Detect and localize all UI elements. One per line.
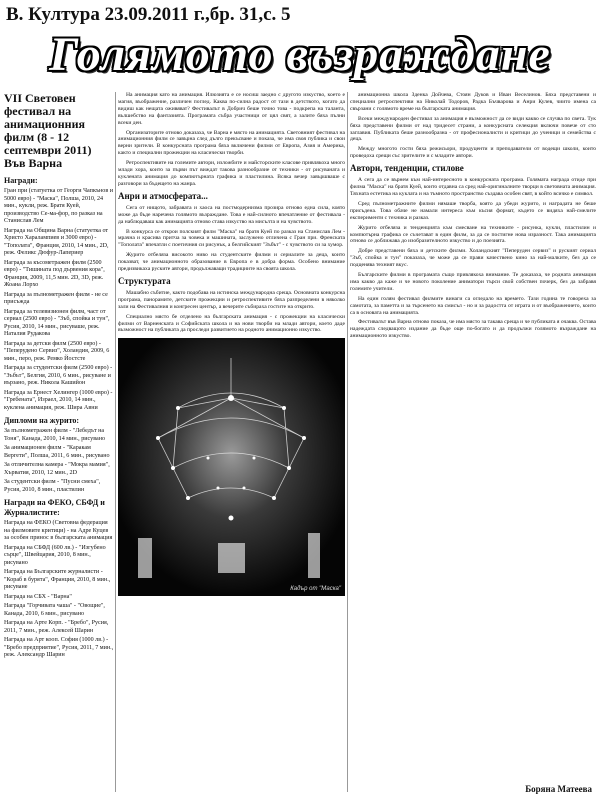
newspaper-header: В. Култура 23.09.2011 г.,бр. 31,с. 5: [6, 4, 291, 25]
award-item: Гран при (статуетка от Георги Чапкънов и 5000 евро) - "Маска", Полша, 2010, 24 мин., кукли, реж. Братя Куей, производство Се-ма-фор, по разказ на Станислав Лем: [4, 188, 114, 224]
body-paragraph: Между многото гости бяха режисьори, продуценти и преподаватели от водещи школи, които проведоха срещи със зрителите и с младите автори.: [350, 146, 596, 160]
body-paragraph: В конкурса се открои полският филм "Маска" на братя Куей по разказ на Станислав Лем - мрачна и красива притча за човека и машината, заслужено отличена с Гран при. Френската "Тополата" впечатли с поетичния си рисунък, а белгийският "Зъбът" - с чувството си за хумор.: [118, 228, 345, 249]
award-item: Награда за късометражен филм (2500 евро) - "Тишината под дървения кора", Франция, 2009, 11,5 мин. 2D, 3D, реж. Жоана Лорхо: [4, 259, 105, 288]
other-award-item: Награда на СБХ - "Варна": [4, 593, 72, 600]
body-paragraph: Фестивалът във Варна отново показа, че има място за такава среща и че публиката я очаква. Остава надеждата следващото издание да бъде още по-богато и да продължи голямото възраждане на анимационното изкуство.: [350, 319, 596, 340]
diploma-item: За отличителна камера - "Мокра мамия", Хърватия, 2010, 12 мин., 2D: [4, 462, 110, 476]
award-item: Награда за телевизионен филм, част от сериал (2500 евро) - "Зъб, спойка и тун", Русия, 2010, 14 мин., рисуваше, реж. Наталия Рудакова: [4, 308, 110, 337]
body-paragraph: На анимация като на анимация. Илюзията е се носиш заедно с другото изкуство, което е магия, въображение, различен поглед. Каква по-силна радост от тази в детството, когато да видиш как нещата оживяват? Фестивалът в Добрич беше точно това - подкрепа на таланта, вълшебство на фантазията. Програмата събра участници от цял свят, а залите бяха пълни всеки ден.: [118, 92, 345, 126]
column-divider: [115, 92, 116, 792]
column-divider: [347, 92, 348, 792]
other-award-item: Награда на СБФД (600 лв.) - "Изгубено сърце", Швейцария, 2010, 8 мин., рисувано: [4, 544, 106, 566]
award-item: Награда за студентски филм (2500 евро) - "Зъбът", Белгия, 2010, 6 мин., рисуване и вързано, реж. Никола Кашийон: [4, 365, 113, 386]
body-paragraph: Журито отбеляза високото ниво на студентските филми и сериалите за деца, които показват, че анимационното образование в Европа е в добра форма. Особено внимание предизвикаха руските автори, продължаващи традициите на своята школа.: [118, 252, 345, 273]
body-paragraph: анимационна школа Зденка Дойчева, Стоян Дуков и Иван Веселинов. Бяха представени и специални ретроспективи на Николай Тодоров, Радка Бъчварова и Анри Кулев, чиито имена са свързани с голямото време на българската анимация.: [350, 92, 596, 112]
body-paragraph: Машабно събитие, както подобава на истинска международна среща. Основната конкурсна програма, панорамите, детските прожекции и ретроспективите бяха разпределени в няколко зали на Фестивалния и конгресен център, а вечерите събираха гостите на открито.: [118, 289, 345, 310]
jury-heading: Дипломи на журито:: [4, 416, 80, 425]
other-awards-heading: Награди на ФЕКО, СБФД и Журналистите:: [4, 498, 105, 517]
award-item: Награда за Ернест Хелингер (1000 евро) - "Гребената", Израел, 2010, 14 мин., куклена анимация, реж. Шира Авни: [4, 389, 113, 411]
middle-column: [118, 92, 345, 797]
body-paragraph: Сега от нищото, забравата и хаоса на постмодернизма прозира отново една сила, която може да бъде наречена голямото възраждане. Това е най-силното впечатление от фестивала - да наблюдаваш как анимацията отново става изкуство на мисълта и на чувството.: [118, 204, 345, 225]
body-paragraph: Всеки международен фестивал за анимация е възможност да се види какво се случва по света. Тук бяха представени филми от над тридесет страни, а конкурсната селекция включи повече от сто заглавия. Публиката беше разнообразна - от професионалисти и критици до ученици и семейства с деца.: [350, 115, 596, 143]
chandelier-image: [118, 338, 345, 596]
diploma-item: За студентски филм - "Пусни смеха", Русия, 2010, 8 мин., пластилин: [4, 479, 101, 493]
body-paragraph: Организаторите отново доказаха, че Варна е място на анимацията. Световният фестивал на анимационния филм се завърна след дълго прекъсване и показа, че има своя публика и свои верни зрители. В конкурсната програма бяха включени филми от Европа, Азия и Америка, както и специални прожекции на класически творби.: [118, 129, 345, 157]
body-paragraph: Журито отбеляза и тенденцията към смесване на техниките - рисунка, кукли, пластилин и компютърна графика се съчетават в един филм, за да се постигне нова изразност. Така анимацията отново се доближава до изобразителното изкуство и до поезията.: [350, 224, 596, 245]
author-byline: Боряна Матеева: [525, 784, 592, 794]
section-heading: Структурата: [118, 275, 171, 286]
awards-heading: Награди:: [4, 176, 38, 185]
body-paragraph: А сега да се върнем към най-интересното в конкурсната програма. Голямата награда отиде при филма "Маска" на братя Куей, които отдавна са сред най-оригиналните творци в световната анимация. Тяхната естетика на куклата и на тъмното пространство създава особен свят, в който всичко е символ.: [350, 177, 596, 197]
body-paragraph: Специално място бе отделено на българската анимация - с прожекции на класически филми от Варненската и Софийската школа и на нови творби на млади автори, което даде възможност на публиката да проследи развитието на родното анимационно изкуство.: [118, 313, 345, 334]
award-item: Награда на Община Варна (статуетка от Христо Харалампиев и 3000 евро) - "Тополата", Франция, 2010, 14 мин., 2D, реж. Феликс Дюфур-Лапериер: [4, 227, 109, 256]
right-column: [350, 92, 596, 797]
body-paragraph: Ретроспективите на големите автори, изложбите и майсторските класове привлякоха много млади хора, които за първи път виждат такова разнообразие от техники - от рисуваната и куклената анимация до компютърната графика и пластилина. Всяка вечер завършваше с разговори за бъдещето на жанра.: [118, 160, 345, 187]
section-heading: Автори, тенденции, стилове: [350, 163, 464, 174]
diploma-item: За анимационен филм - "Каракам Вергети", Полша, 2011, 6 мин., рисувано: [4, 445, 110, 459]
body-paragraph: Българските филми в програмата също привлякоха внимание. Те доказаха, че родната анимация има какво да каже и че новото поколение аниматори търси свой собствен почерк, без да забравя големите учители.: [350, 272, 596, 292]
body-paragraph: Сред пълнометражните филми нямаше творба, която да убеди журито, и наградата не беше присъдена. Това обаче не намали интереса към късия формат, където се видяха най-смелите експерименти с техника и разказ.: [350, 200, 596, 221]
film-still-photo: [118, 338, 345, 596]
award-item: Награда за детски филм (2500 евро) - "Пеперудено Сервиз", Холандия, 2009, 6 мин., перо, реж. Ремко Йостсте: [4, 340, 110, 362]
other-award-item: Награда на ФЕКО (Световна федерация на филмовите критици) - на Адре Куцев за особен принос в българската анимация: [4, 520, 113, 541]
other-award-item: Награда на Арт кооп. София (1000 лв.) - "Бребо предприятие", Русия, 2011, 7 мин., реж. Александр Шарин: [4, 637, 114, 658]
award-item: Награда за пълнометражен филм - не се присъжда: [4, 291, 108, 305]
photo-caption: Кадър от "Маска": [290, 586, 341, 593]
other-award-item: Награда на Арте Корп. - "Бребо", Русия, 2011, 7 мин., реж. Алексей Шарин: [4, 620, 109, 634]
diploma-item: За пълнометражен филм - "Лебедът на Тоня", Канада, 2010, 14 мин., рисувано: [4, 428, 106, 442]
other-award-item: Награда на Българските журналисти - "Кораб в бурята", Франция, 2010, 8 мин., рисуване: [4, 569, 111, 590]
festival-subtitle: VII Световен фестивал на анимационния филм (8 - 12 септември 2011) Във Варна: [4, 92, 92, 170]
left-column: [4, 92, 114, 797]
body-paragraph: Добре представени бяха и детските филми. Холандският "Пеперуден сервиз" и руският сериал "Зъб, спойка и тун" показаха, че може да се прави качествено кино за най-малките, без да се подценява техният вкус.: [350, 248, 596, 269]
body-paragraph: На един голям фестивал филмите винаги са огледало на времето. Тази година те говореха за самотата, за паметта и за търсенето на смисъл - но и за радостта от играта и от въображението, които са в основата на анимацията.: [350, 295, 596, 316]
article-title: Голямото възраждане: [49, 28, 551, 81]
other-award-item: Награда "Горчивата чаша" - "Овощие", Канада, 2010, 6 мин., рисувано: [4, 603, 105, 617]
section-heading: Анри и атмосферата...: [118, 190, 208, 201]
